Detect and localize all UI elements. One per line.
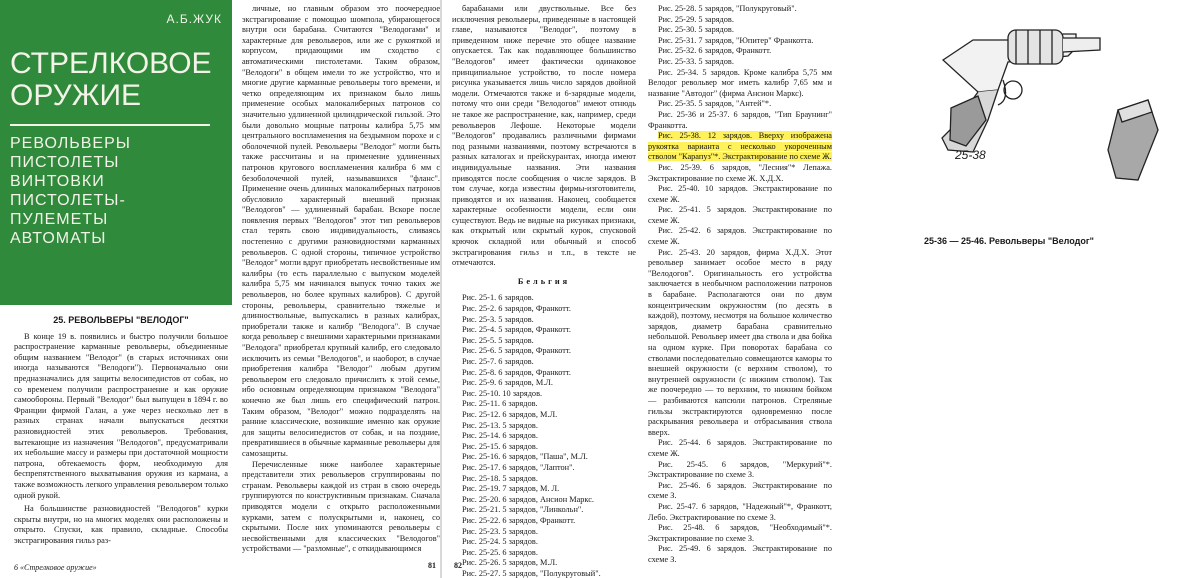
figure-reference xyxy=(452,463,636,474)
page-number: 81 xyxy=(428,561,436,571)
figure-reference xyxy=(452,431,636,442)
figure-reference-number: Рис. 25-16. xyxy=(462,452,501,462)
cover-title-line-2: ОРУЖИЕ xyxy=(10,79,142,112)
figure-reference xyxy=(452,569,636,578)
page-3-column xyxy=(446,0,642,578)
figure-reference xyxy=(452,293,636,304)
figure-reference-number: Рис. 25-1. xyxy=(462,293,497,303)
figure-reference-number: Рис. 25-7. xyxy=(462,357,497,366)
figure-reference-number: Рис. 25-18. xyxy=(462,473,501,483)
paragraph: В конце 19 в. появились и быстро получили большое распространение карманные револьверы, объединенные общим названием "Велодог" (в старых источниках они иногда называются "Велодоги"). Первоначально они предназначались для защиты велосипедистов от собак, но со временем получили распространение и как оружие самообороны. Первый "Велодог" был выпущен в 1894 г. во Франции фирмой Галан, а уже через несколько лет в разных странах начали выпускаться десятки разновидностей этих револьверов. Требования, вытекающие из назначения "Велодогов", предусматривали их небольшие массу и размеры при достаточной мощности патрона, обтекаемость форм, необходимую для беспрепятственного выхватывания оружия из кармана, а также возможность легкого управления револьвером только одной рукой. xyxy=(14,331,229,500)
cover-subtitle: АВТОМАТЫ xyxy=(10,230,107,247)
figure-reference xyxy=(452,505,636,516)
paragraph: Рис. 25-48. 6 зарядов, "Необходимый"*. Экстрактирование по схеме З. xyxy=(648,523,832,543)
figure-reference-text: 6 зарядов. xyxy=(502,431,538,441)
revolver-illustration xyxy=(838,0,1200,300)
figure-reference-number: Рис. 25-3. xyxy=(462,314,497,324)
figure-reference-text: 5 зарядов. xyxy=(502,473,538,483)
cover-subtitle: ВИНТОВКИ xyxy=(10,173,105,190)
figure-reference-text: 5 зарядов. xyxy=(498,335,534,345)
figure-reference-text: 5 зарядов. xyxy=(502,537,538,547)
figure-reference-text: 6 зарядов. xyxy=(502,547,538,557)
figure-label: 25-38 xyxy=(955,148,986,162)
figure-reference xyxy=(452,558,636,569)
figure-reference-number: Рис. 25-5. xyxy=(462,335,497,345)
page-number: 82 xyxy=(454,561,462,571)
figure-reference-text: 6 зарядов, "Паша", М.Л. xyxy=(502,452,588,462)
figure-caption: 25-36 — 25-46. Револьверы "Велодог" xyxy=(924,236,1094,246)
paragraph: Рис. 25-39. 6 зарядов, "Лесния"* Лепажа. Экстрактирование по схеме Ж. Х.Д.Х. xyxy=(648,162,832,183)
figure-reference xyxy=(648,46,832,57)
figure-reference-number: Рис. 25-28. xyxy=(658,4,697,13)
page-4-column xyxy=(642,0,838,578)
figure-reference xyxy=(452,442,636,453)
cover-subtitle: РЕВОЛЬВЕРЫ xyxy=(10,135,131,152)
figure-reference-number: Рис. 25-11. xyxy=(462,399,501,409)
figure-reference-list xyxy=(648,4,832,68)
figure-reference-text: 5 зарядов, М.Л. xyxy=(502,558,558,568)
figure-reference xyxy=(452,452,636,463)
paragraph: Перечисленные ниже наиболее характерные представители этих револьверов сгруппированы по странам. Револьверы каждой из стран в свою очередь группируются по конструктивным признакам. Сначала приводятся модели с открыто расположенными курками, затем с полускрытыми и, наконец, со скрытыми. После них упоминаются револьверы с несвойственными для классических "Велодогов" устройствами — "разломные", с откидывающимся xyxy=(242,459,440,554)
figure-reference: Рис. 25-35. 5 зарядов, "Антей"*. xyxy=(658,99,772,109)
figure-reference-number: Рис. 25-13. xyxy=(462,420,501,430)
cover-author: А.Б.ЖУК xyxy=(166,12,222,26)
figure-reference xyxy=(452,537,636,548)
figure-reference-text: 6 зарядов. xyxy=(502,441,538,451)
figure-reference-number: Рис. 25-24. xyxy=(462,537,501,547)
figure-reference-number: Рис. 25-31. xyxy=(658,35,697,45)
figure-reference-text: 5 зарядов. xyxy=(698,56,734,66)
figure-reference xyxy=(452,410,636,421)
cover-subtitle: ПИСТОЛЕТЫ xyxy=(10,154,120,171)
page-footer: 6 «Стрелковое оружие» xyxy=(14,563,97,573)
figure-reference-number: Рис. 25-17. xyxy=(462,462,501,472)
page-1-text xyxy=(0,305,236,578)
cover-title xyxy=(10,48,222,112)
figure-reference-number: Рис. 25-19. xyxy=(462,484,501,494)
figure-reference xyxy=(452,527,636,538)
figure-reference-number: Рис. 25-26. xyxy=(462,558,501,568)
highlight-text: Рис. 25-38. 12 зарядов. Вверху изображена рукоятка варианта с несколько укороченным стволом "Карапуз"*. Экстрактирование по схеме Ж. xyxy=(648,131,832,162)
highlighted-paragraph xyxy=(648,131,832,163)
figure-reference-text: 6 зарядов, М.Л. xyxy=(502,409,558,419)
paragraph: Рис. 25-46. 6 зарядов. Экстрактирование по схеме З. xyxy=(648,480,832,501)
figure-reference xyxy=(452,389,636,400)
figure-reference-text: 5 зарядов. xyxy=(502,526,538,536)
figure-reference-text: 5 зарядов. xyxy=(698,25,734,35)
cover-subtitle: ПУЛЕМЕТЫ xyxy=(10,211,109,228)
figure-reference xyxy=(648,15,832,26)
country-heading: Бельгия xyxy=(517,276,571,286)
figure-reference-text: 10 зарядов. xyxy=(502,388,543,398)
figure-reference xyxy=(452,304,636,315)
paragraph: барабанами или двуствольные. Все без исключения револьверы, приведенные в настоящей главе, называются "Велодог", поэтому в приведенном ниже перечне это общее название опускается. Так как подавляющее большинство "Велодогов" имеет фактически одинаковое принципиальное устройство, то после номера рисунка указывается лишь число зарядов двойной модели. Отмечаются также и 6-зарядные модели, потому что они среди "Велодогов" имеют отнюдь не такое же распространение, как, например, среди револьверов Лефоше. Некоторые модели "Велодогов" продавались различными фирмами под разными названиями, поэтому встречаются в разных каталогах и прейскурантах, иногда имеют индивидуальные названия. Эти названия приводятся после сообщения о числе зарядов. В том случае, когда известны фирмы-изготовители, приводятся и их названия. Наконец, сообщается характерные особенности модели, если они существуют. Ведь не видные на рисунках признаки, как открытый или скрытый курок, спусковой крючок складной или обычный и способ экстрагирования гильз и т.п., в тексте не отмечаются. xyxy=(452,4,636,268)
figure-reference-text: 5 зарядов. xyxy=(698,14,734,24)
figure-reference-text: 5 зарядов, "Линкольн". xyxy=(502,505,584,515)
figure-reference-number: Рис. 25-23. xyxy=(462,526,501,536)
figure-reference-number: Рис. 25-12. xyxy=(462,409,501,419)
figure-reference-number: Рис. 25-32. xyxy=(658,46,697,56)
revolver-main xyxy=(942,30,1100,152)
figure-reference-number: Рис. 25-27. xyxy=(462,568,501,578)
cover-rule xyxy=(10,124,210,126)
figure-reference-text: 5 зарядов, "Полукруговый". xyxy=(502,568,601,578)
figure-reference-number: Рис. 25-15. xyxy=(462,441,501,451)
figure-reference xyxy=(452,357,636,368)
figure-reference xyxy=(452,484,636,495)
figure-reference-text: 6 зарядов. xyxy=(502,399,538,409)
figure-reference-text: 6 зарядов. xyxy=(498,357,534,366)
figure-reference xyxy=(452,368,636,379)
figure-reference-text: 6 зарядов, Франкотт. xyxy=(498,304,572,314)
figure-reference xyxy=(648,36,832,47)
figure-reference-number: Рис. 25-10. xyxy=(462,388,501,398)
paragraph: Рис. 25-43. 20 зарядов, фирма Х.Д.Х. Этот револьвер занимает особое место в ряду "Велодогов". Оригинальность его устройства заключается в необычном расположении патронов в барабане. Располагаются они по двум концентрическим окружностям (по десять в каждой), поэтому, несмотря на большое количество зарядов, диаметр барабана сравнительно небольшой. Револьвер имеет два ствола и два бойка на одном курке. При поворотах барабана со стволами последовательно совмещаются каморы то внешней окружности (с верхним стволом), то внутренней окружности (с нижним стволом). Так же поочередно — то верхним, то нижним бойком — разбиваются капсюли патронов. Стреляные гильзы экстрактируются одновременно после раскрывания револьвера и отбрасывания ствола вверх. xyxy=(648,247,832,437)
paragraph: Рис. 25-45. 6 зарядов, "Меркурий"*. Экстрактирование по схеме З. xyxy=(648,459,832,480)
figure-reference-text: 5 зарядов, "Полукруговый". xyxy=(698,4,797,13)
figure-reference-number: Рис. 25-29. xyxy=(658,14,697,24)
figure-reference xyxy=(452,516,636,527)
figure-reference-number: Рис. 25-22. xyxy=(462,515,501,525)
figure-reference-number: Рис. 25-4. xyxy=(462,325,497,335)
paragraph: Рис. 25-49. 6 зарядов. Экстрактирование по схеме З. xyxy=(648,544,832,564)
figure-reference-text: 5 зарядов. xyxy=(498,314,534,324)
figure-reference-text: 6 зарядов, М.Л. xyxy=(498,378,553,388)
figure-reference xyxy=(452,474,636,485)
figure-reference-text: 6 зарядов, Франкотт. xyxy=(498,367,572,377)
figure-reference xyxy=(452,548,636,559)
figure-reference-text: 7 зарядов, М. Л. xyxy=(502,484,560,494)
figure-panel xyxy=(838,0,1200,578)
figure-reference-text: 6 зарядов, Ансион Маркс. xyxy=(502,494,594,504)
paragraph: Рис. 25-36 и 25-37. 6 зарядов, "Тип Браунинг" Франкотта. xyxy=(648,109,832,130)
paragraph: Рис. 25-40. 10 зарядов. Экстрактирование по схеме Ж. xyxy=(648,184,832,204)
figure-reference xyxy=(452,399,636,410)
figure-reference xyxy=(452,495,636,506)
figure-reference xyxy=(452,315,636,326)
figure-reference-text: 5 зарядов, Франкотт. xyxy=(498,325,572,335)
figure-reference-text: 5 зарядов, Франкотт. xyxy=(498,346,572,356)
revolver-grip-variant xyxy=(1108,100,1158,180)
figure-reference-text: 6 зарядов. xyxy=(498,293,534,303)
figure-reference-number: Рис. 25-6. xyxy=(462,346,497,356)
figure-reference-number: Рис. 25-8. xyxy=(462,367,497,377)
figure-reference-number: Рис. 25-20. xyxy=(462,494,501,504)
figure-reference-number: Рис. 25-21. xyxy=(462,505,501,515)
figure-reference-text: 6 зарядов, "Лаптон". xyxy=(502,462,575,472)
figure-reference-list xyxy=(452,293,636,578)
page-gutter xyxy=(440,0,442,578)
figure-reference-number: Рис. 25-9. xyxy=(462,378,497,388)
figure-reference-number: Рис. 25-25. xyxy=(462,547,501,557)
figure-reference xyxy=(648,4,832,15)
paragraph: Рис. 25-41. 5 зарядов. Экстрактирование по схеме Ж. xyxy=(648,205,832,225)
figure-reference xyxy=(452,346,636,357)
figure-reference-text: 6 зарядов, Франкотт. xyxy=(502,515,576,525)
figure-reference-text: 7 зарядов, "Юпитер" Франкотта. xyxy=(698,35,814,45)
paragraph: Рис. 25-44. 6 зарядов. Экстрактирование по схеме Ж. xyxy=(648,438,832,458)
cover-subtitles xyxy=(10,134,222,248)
paragraph: На большинстве разновидностей "Велодогов" курки скрыты внутри, но на многих моделях они расположены и открыто. Спуски, как правило, складные. Способы экстрагирования гильз раз- xyxy=(14,504,228,545)
paragraph: личные, но главным образом это поочередное экстрагирование с помощью шомпола, убирающегося внутри оси барабана. Считаются "Велодогами" и характерные для револьверов, или же с рукояткой и корпусом, придающими им сходство с автоматическими пистолетами. Таким образом, "Велодоги" в общем имели то же устройство, что и многие другие карманные револьверы того времени, и четко определяющим их признаком было лишь применение особых малокалиберных патронов со значительно удлиненной цилиндрической гильзой. Это были довольно мощные патроны калибра 5,75 мм центрального воспламенения на бездымном порохе и с оболочечной пулей. Револьверы "Велодог" могли быть также рассчитаны и на применение удлиненных патронов кругового воспламенения калибра 6 мм с безоболочечной пулей, называвшихся "фланс". Применение очень длинных малокалиберных патронов обусловило характерный внешний признак "Велодогов" — удлиненный барабан. Вскоре после появления первых "Велодогов" этот тип револьверов стал терять свою индивидуальность, сливаясь постепенно с другими разновидностями карманных револьверов. С одной стороны, типичное устройство "Велодог" могли вдруг приобретать несвойственные им калибры (то есть параллельно с выпуском моделей калибра 5,75 мм начинался выпуск точно таких же револьверов, но более крупных калибров). С другой стороны, револьверы, сравнительно тяжелые и длинноствольные, выпускались в разных калибрах, приобретали также и калибр "Велодога". В случае когда револьвер с внешними характерными признаками "Велодога" приобретал крупный калибр, его следовало исключить из семьи "Велодогов", и наоборот, в случае приобретения калибра "Велодог" любым другим револьвером его следовало причислить к этой семье, ибо основным определяющим признаком "Велодога" конечно же был лишь его специфический патрон. Таким образом, "Велодог" можно подразделять на ранние классические, возникшие именно как оружие для защиты велосипедистов от собак, и на поздние, превратившиеся в обычные карманные револьверы для самозащиты. xyxy=(242,4,440,458)
chapter-heading: 25. РЕВОЛЬВЕРЫ "ВЕЛОДОГ" xyxy=(53,315,189,325)
figure-reference-number: Рис. 25-30. xyxy=(658,25,697,35)
book-cover xyxy=(0,0,232,305)
figure-reference-text: 5 зарядов. xyxy=(502,420,538,430)
paragraph: Рис. 25-42. 6 зарядов. Экстрактирование по схеме Ж. xyxy=(648,226,832,247)
page-2-column xyxy=(236,0,446,578)
figure-reference xyxy=(648,25,832,36)
cover-title-line-1: СТРЕЛКОВОЕ xyxy=(10,47,212,80)
figure-reference-number: Рис. 25-14. xyxy=(462,431,501,441)
paragraph: Рис. 25-34. 5 зарядов. Кроме калибра 5,75 мм Велодог револьвер мог иметь калибр 7,65 мм и название "Автодог" (фирма Ансион Маркс). xyxy=(648,67,832,98)
figure-reference xyxy=(452,325,636,336)
figure-reference-number: Рис. 25-33. xyxy=(658,56,697,66)
figure-reference-number: Рис. 25-2. xyxy=(462,304,497,314)
paragraph: Рис. 25-47. 6 зарядов, "Надежный"*, Франкотт, Лебо. Экстрактирование по схеме З. xyxy=(648,501,832,522)
figure-reference-text: 6 зарядов, Франкотт. xyxy=(698,46,772,56)
figure-reference xyxy=(648,57,832,68)
figure-reference xyxy=(452,421,636,432)
figure-reference xyxy=(452,378,636,389)
cover-subtitle: ПИСТОЛЕТЫ- xyxy=(10,192,126,209)
figure-reference xyxy=(452,336,636,347)
